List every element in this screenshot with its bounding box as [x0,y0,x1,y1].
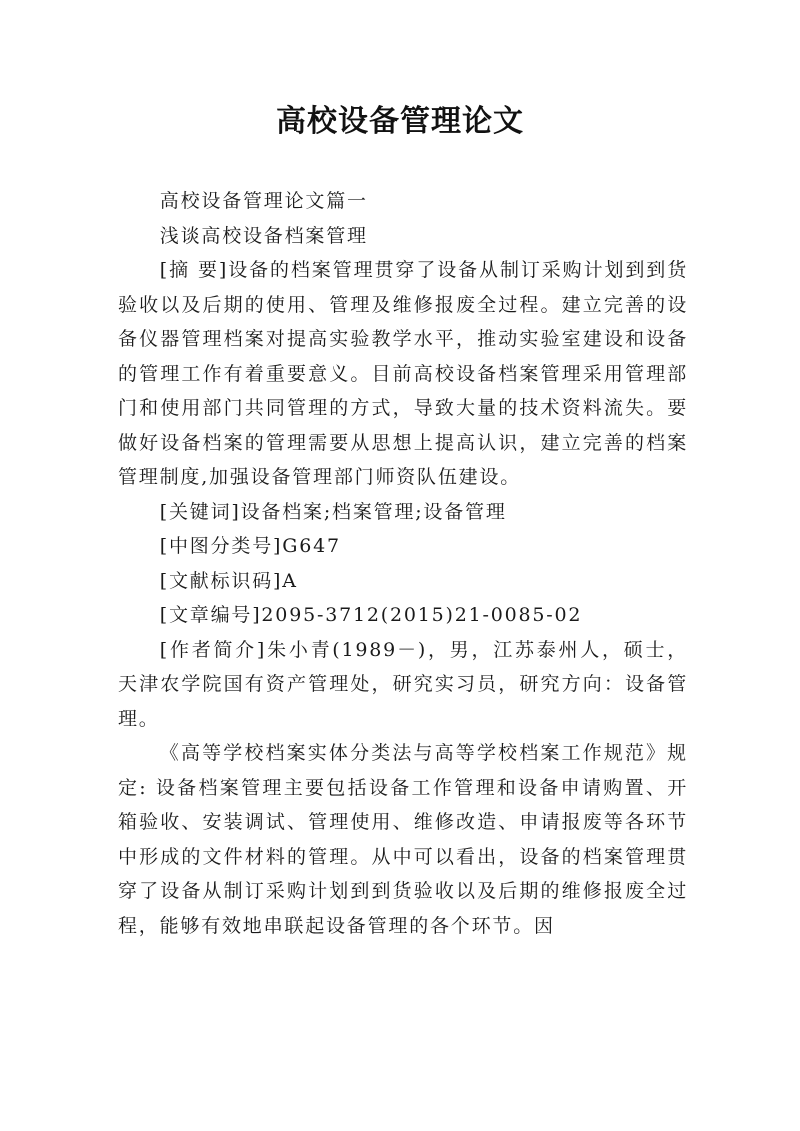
paragraph-article-title: 浅谈高校设备档案管理 [159,224,368,247]
paragraph-author-bio: [作者简介]朱小青(1989－)，男，江苏泰州人，硕士，天津农学院国有资产管理处，研究实习员，研究方向：设备管理。 [118,638,688,730]
paragraph-subtitle: 高校设备管理论文篇一 [159,190,368,212]
paragraph-document-code: [文献标识码]A [159,569,298,592]
paragraph-abstract: [摘 要]设备的档案管理贯穿了设备从制订采购计划到到货验收以及后期的使用、管理及维修报废全过程。建立完善的设备仪器管理档案对提高实验教学水平，推动实验室建设和设备的管理工作有着重要意义。目前高校设备档案管理采用管理部门和使用部门共同管理的方式，导致大量的技术资料流失。要做好设备档案的管理需要从思想上提高认识，建立完善的档案管理制度,加强设备管理部门师资队伍建设。 [118,259,688,488]
paragraph-body-text: 《高等学校档案实体分类法与高等学校档案工作规范》规定: 设备档案管理主要包括设备工作管理和设备申请购置、开箱验收、安装调试、管理使用、维修改造、申请报废等各环节中形成的文件材料的管理。从中可以看出，设备的档案管理贯穿了设备从制订采购计划到到货验收以及后期的维修报废全过程，能够有效地串联起设备管理的各个环节。因 [118,742,688,937]
document-title: 高校设备管理论文 [276,104,524,139]
paragraph-article-number: [文章编号]2095-3712(2015)21-0085-02 [159,604,583,626]
paragraph-keywords: [关键词]设备档案;档案管理;设备管理 [159,500,507,523]
paragraph-classification: [中图分类号]G647 [159,535,341,557]
document-body [118,184,688,943]
